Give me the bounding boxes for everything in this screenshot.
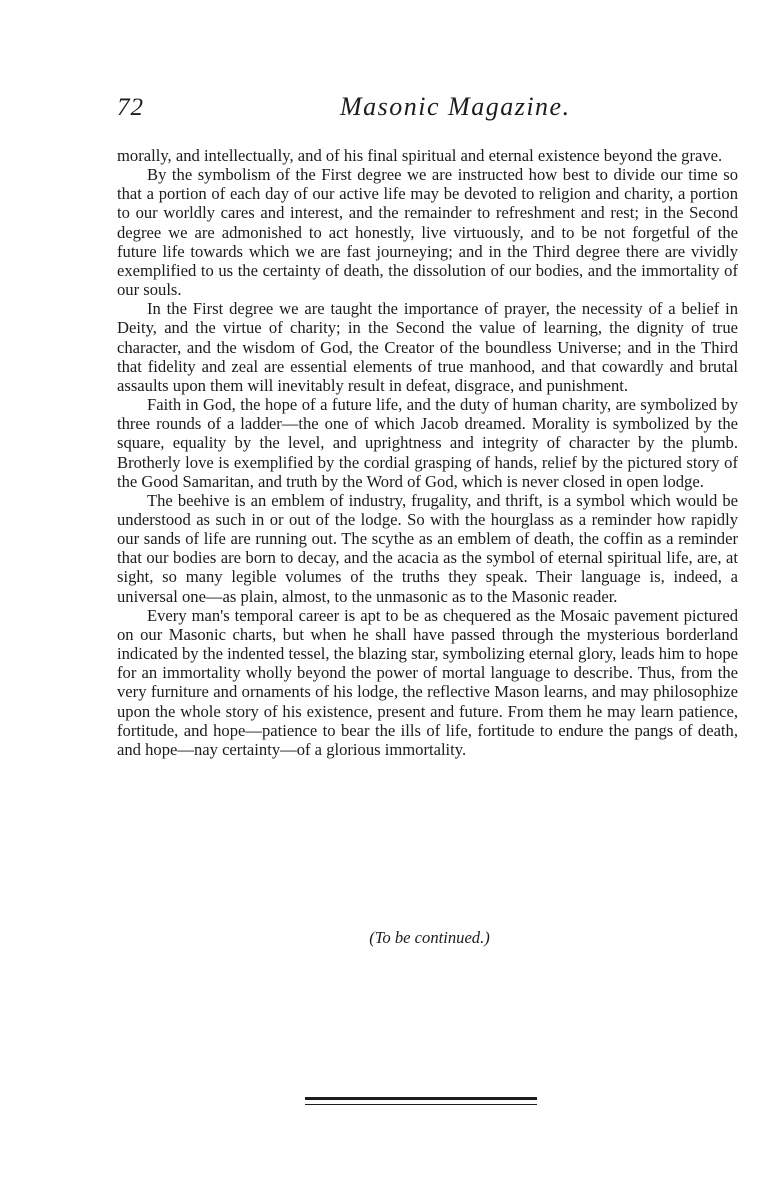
page-number: 72 — [117, 94, 144, 121]
paragraph: The beehive is an emblem of industry, frugality, and thrift, is a symbol which would be understood as such in or out of the lodge. So with the hourglass as a reminder how rapidly our sands of life are running out. The scythe as an emblem of death, the coffin as a reminder that our bodies are born to decay, and the acacia as the symbol of eternal spiritual life, are, at sight, so many legible volumes of the truths they speak. Their language is, indeed, a universal one—as plain, almost, to the unmasonic as to the Masonic reader. — [117, 490, 738, 606]
closing-rule-thick — [305, 1097, 537, 1100]
paragraph: In the First degree we are taught the importance of prayer, the necessity of a belief in Deity, and the virtue of charity; in the Second the value of learning, the dignity of true character, and the wisdom of God, the Creator of the boundless Universe; and in the Third that fidelity and zeal are essential elements of true manhood, and that cowardly and brutal assaults upon them will inevitably result in defeat, disgrace, and punishment. — [117, 299, 738, 395]
closing-rule-thin — [305, 1104, 537, 1105]
article-body — [117, 146, 738, 759]
running-title: Masonic Magazine. — [340, 92, 571, 121]
paragraph: Every man's temporal career is apt to be as chequered as the Mosaic pavement pictured on our Masonic charts, but when he shall have passed through the mysterious borderland indicated by the indented tessel, the blazing star, symbolizing eternal glory, leads him to hope for an immortality wholly beyond the power of mortal language to describe. Thus, from the very furniture and ornaments of his lodge, the reflective Mason learns, and may philosophize upon the whole story of his existence, present and future. From them he may learn patience, fortitude, and hope—patience to bear the ills of life, fortitude to endure the pangs of death, and hope—nay certainty—of a glorious immortality. — [117, 605, 738, 759]
to-be-continued-note: (To be continued.) — [369, 928, 490, 947]
paragraph: By the symbolism of the First degree we are instructed how best to divide our time so that a portion of each day of our active life may be devoted to religion and charity, a portion to our worldly cares and interest, and the remainder to refreshment and rest; in the Second degree we are admonished to act honestly, live virtuously, and to be not forgetful of the future life towards which we are fast journeying; and in the Third degree there are vividly exemplified to us the certainty of death, the dissolution of our bodies, and the immortality of our souls. — [117, 165, 738, 300]
paragraph: morally, and intellectually, and of his final spiritual and eternal existence beyond the grave. — [117, 146, 723, 165]
paragraph: Faith in God, the hope of a future life, and the duty of human charity, are symbolized by three rounds of a ladder—the one of which Jacob dreamed. Morality is symbolized by the square, equality by the level, and uprightness and integrity of character by the plumb. Brotherly love is exemplified by the cordial grasping of hands, relief by the pictured story of the Good Samaritan, and truth by the Word of God, which is never closed in open lodge. — [117, 395, 738, 491]
